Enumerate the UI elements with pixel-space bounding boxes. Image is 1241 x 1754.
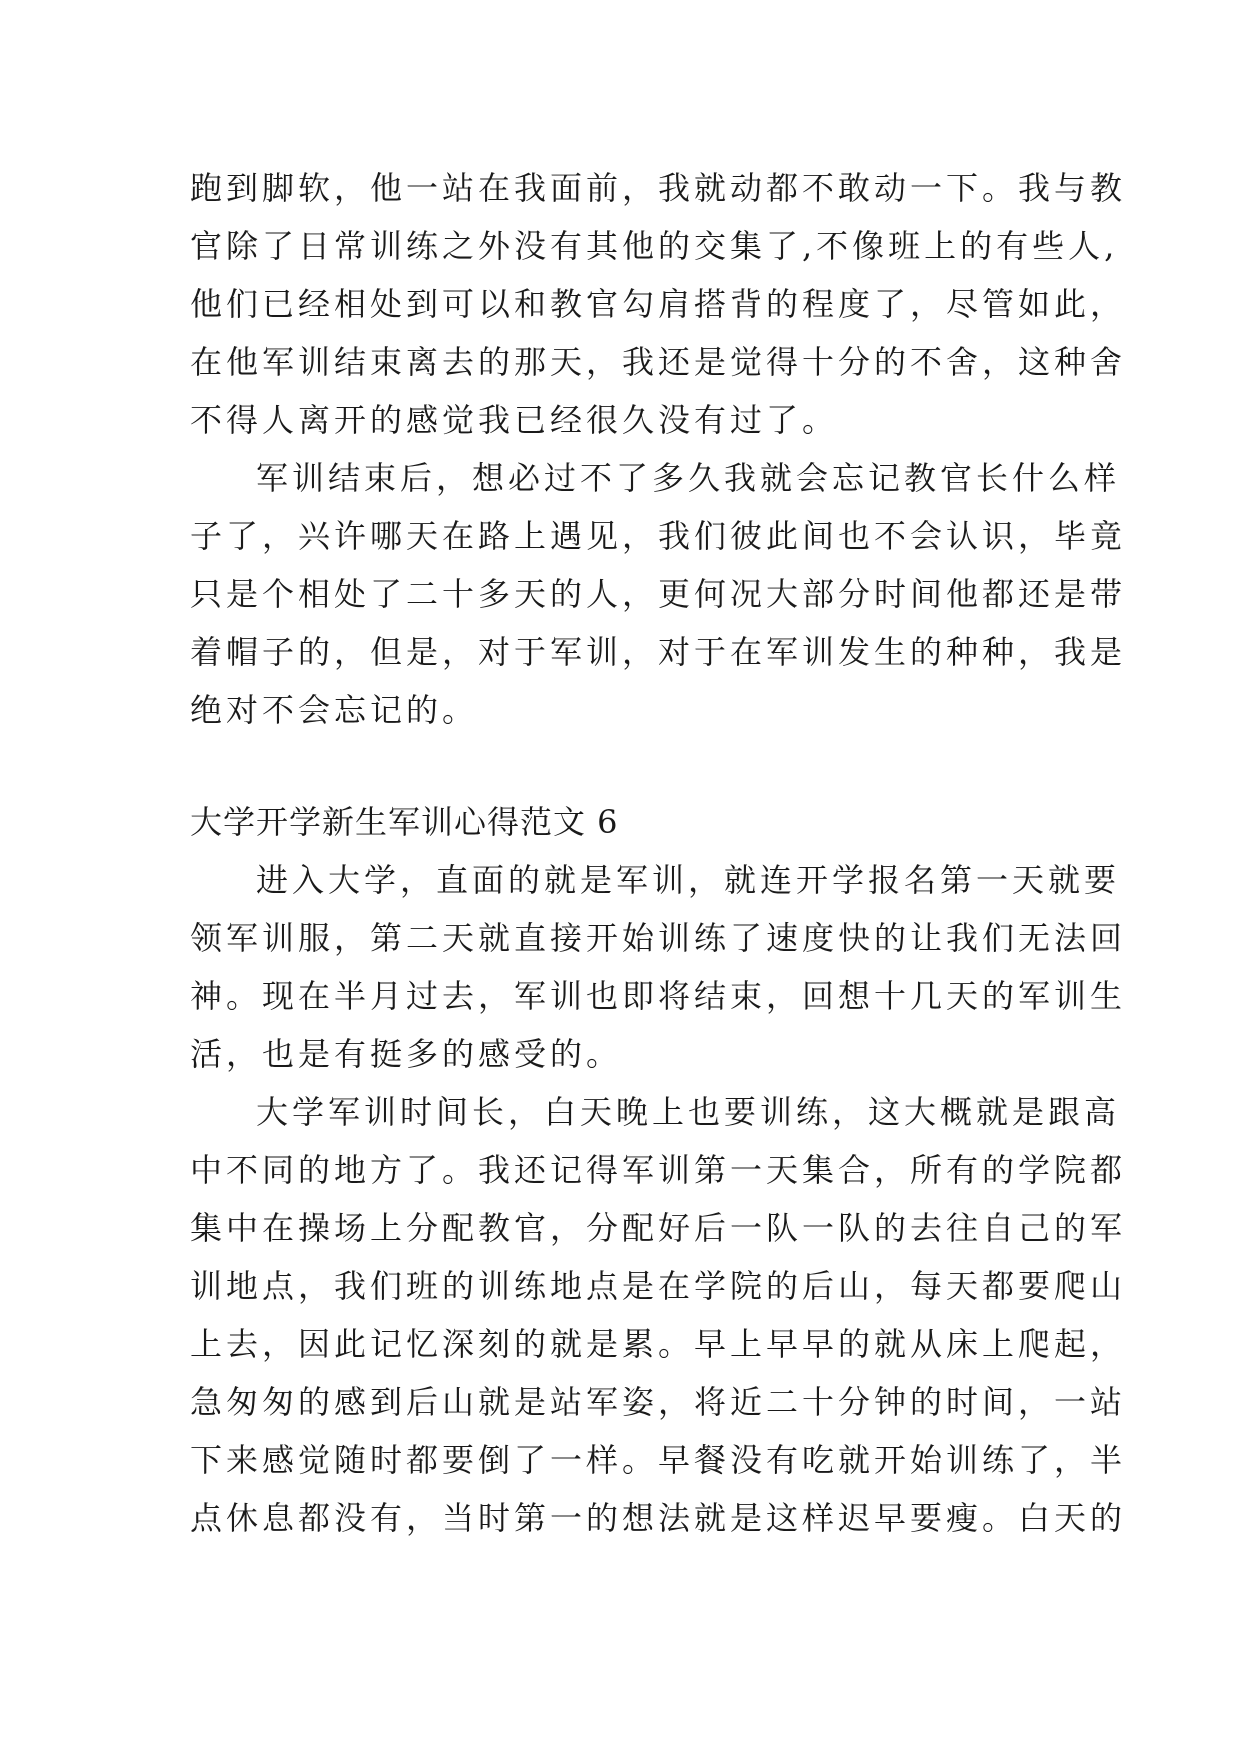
paragraph-line: 不得人离开的感觉我已经很久没有过了。	[190, 401, 839, 439]
paragraph-line: 官除了日常训练之外没有其他的交集了,不像班上的有些人,	[190, 227, 1119, 265]
paragraph-line: 下来感觉随时都要倒了一样。早餐没有吃就开始训练了，半	[190, 1441, 1127, 1479]
paragraph-line: 军训结束后，想必过不了多久我就会忘记教官长什么样	[256, 459, 1121, 497]
paragraph-line: 上去，因此记忆深刻的就是累。早上早早的就从床上爬起，	[190, 1325, 1127, 1363]
paragraph-line: 神。现在半月过去，军训也即将结束，回想十几天的军训生	[190, 977, 1127, 1015]
paragraph-line: 大学军训时间长，白天晚上也要训练，这大概就是跟高	[256, 1093, 1121, 1131]
paragraph-line: 进入大学，直面的就是军训，就连开学报名第一天就要	[256, 861, 1121, 899]
paragraph-line: 他们已经相处到可以和教官勾肩搭背的程度了，尽管如此，	[190, 285, 1127, 323]
paragraph-line: 点休息都没有，当时第一的想法就是这样迟早要瘦。白天的	[190, 1499, 1127, 1537]
section-heading: 大学开学新生军训心得范文 6	[190, 803, 619, 841]
paragraph-line: 领军训服，第二天就直接开始训练了速度快的让我们无法回	[190, 919, 1127, 957]
paragraph-line: 绝对不会忘记的。	[190, 691, 479, 729]
paragraph-line: 训地点，我们班的训练地点是在学院的后山，每天都要爬山	[190, 1267, 1127, 1305]
paragraph-line: 集中在操场上分配教官，分配好后一队一队的去往自己的军	[190, 1209, 1127, 1247]
paragraph-line: 活，也是有挺多的感受的。	[190, 1035, 623, 1073]
paragraph-line: 只是个相处了二十多天的人，更何况大部分时间他都还是带	[190, 575, 1127, 613]
paragraph-line: 子了，兴许哪天在路上遇见，我们彼此间也不会认识，毕竟	[190, 517, 1127, 555]
paragraph-line: 着帽子的，但是，对于军训，对于在军训发生的种种，我是	[190, 633, 1127, 671]
paragraph-line: 在他军训结束离去的那天，我还是觉得十分的不舍，这种舍	[190, 343, 1127, 381]
paragraph-line: 跑到脚软，他一站在我面前，我就动都不敢动一下。我与教	[190, 169, 1127, 207]
paragraph-line: 中不同的地方了。我还记得军训第一天集合，所有的学院都	[190, 1151, 1127, 1189]
paragraph-line: 急匆匆的感到后山就是站军姿，将近二十分钟的时间，一站	[190, 1383, 1127, 1421]
